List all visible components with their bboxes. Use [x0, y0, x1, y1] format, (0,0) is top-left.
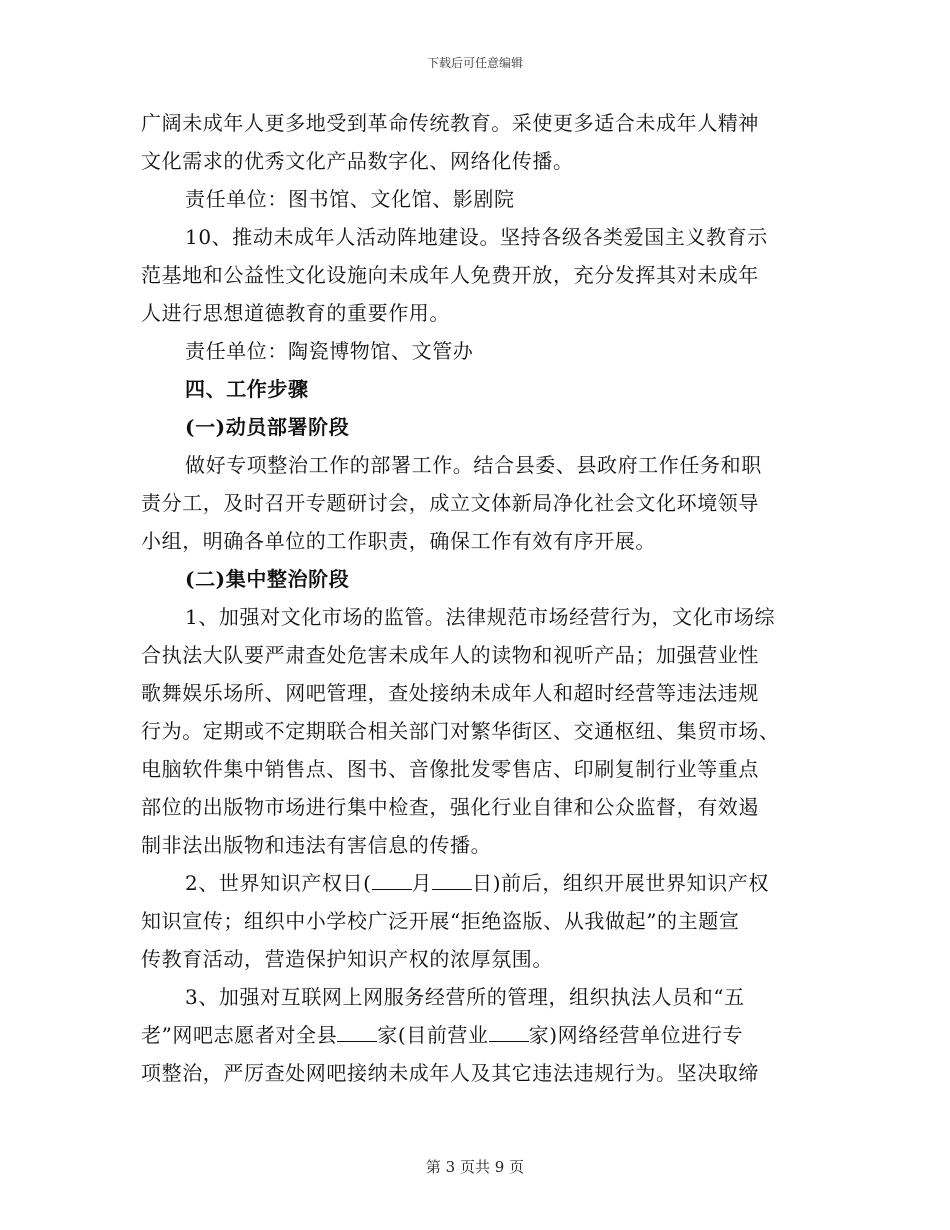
document-body [141, 104, 809, 1092]
paragraph-line: 3、加强对互联网上网服务经营所的管理，组织执法人员和“五 [185, 985, 745, 1009]
paragraph-line: 小组，明确各单位的工作职责，确保工作有效有序开展。 [141, 529, 656, 553]
line-segment: 家(目前营业 [377, 1023, 489, 1047]
paragraph-line: 人进行思想道德教育的重要作用。 [141, 301, 450, 325]
line-segment: 日)前后，组织开展世界知识产权 [472, 871, 769, 895]
page-footer: 第 3 页共 9 页 [425, 1158, 525, 1176]
subsection-heading: (二)集中整治阶段 [185, 567, 350, 591]
subsection-heading: (一)动员部署阶段 [185, 415, 350, 439]
paragraph-line: 责分工，及时召开专题研讨会，成立文体新局净化社会文化环境领导 [141, 491, 759, 515]
blank-underline [337, 1025, 377, 1042]
paragraph-line: 广阔未成年人更多地受到革命传统教育。采使更多适合未成年人精神 [141, 111, 759, 135]
paragraph-line: 做好专项整治工作的部署工作。结合县委、县政府工作任务和职 [185, 453, 762, 477]
line-segment: 家)网络经营单位进行专 [528, 1023, 744, 1047]
paragraph-line: 1、加强对文化市场的监管。法律规范市场经营行为，文化市场综 [185, 605, 776, 629]
paragraph-line [141, 1016, 809, 1054]
paragraph-line: 10、推动未成年人活动阵地建设。坚持各级各类爱国主义教育示 [185, 225, 768, 249]
line-segment: 老”网吧志愿者对全县 [141, 1023, 338, 1047]
paragraph-line: 合执法大队要严肃查处危害未成年人的读物和视听产品；加强营业性 [141, 643, 759, 667]
paragraph-line: 知识宣传；组织中小学校广泛开展“拒绝盗版、从我做起”的主题宣 [141, 909, 740, 933]
paragraph-line: 文化需求的优秀文化产品数字化、网络化传播。 [141, 149, 574, 173]
paragraph-line: 传教育活动，营造保护知识产权的浓厚氛围。 [141, 947, 553, 971]
paragraph-line: 项整治，严厉查处网吧接纳未成年人及其它违法违规行为。坚决取缔 [141, 1061, 759, 1085]
blank-underline [372, 873, 412, 890]
section-heading: 四、工作步骤 [185, 377, 309, 401]
paragraph-line: 责任单位：陶瓷博物馆、文管办 [185, 339, 474, 363]
page-header: 下载后可任意编辑 [426, 56, 523, 70]
paragraph-line [141, 864, 809, 902]
paragraph-line: 电脑软件集中销售点、图书、音像批发零售店、印刷复制行业等重点 [141, 757, 759, 781]
paragraph-line: 部位的出版物市场进行集中检查，强化行业自律和公众监督，有效遏 [141, 795, 759, 819]
blank-underline [489, 1025, 529, 1042]
paragraph-line: 行为。定期或不定期联合相关部门对繁华街区、交通枢纽、集贸市场、 [141, 719, 780, 743]
paragraph-line: 责任单位：图书馆、文化馆、影剧院 [185, 187, 515, 211]
paragraph-line: 制非法出版物和违法有害信息的传播。 [141, 833, 492, 857]
paragraph-line: 歌舞娱乐场所、网吧管理，查处接纳未成年人和超时经营等违法违规 [141, 681, 759, 705]
line-segment: 月 [411, 871, 433, 895]
line-segment: 2、世界知识产权日( [185, 871, 372, 895]
blank-underline [432, 873, 472, 890]
paragraph-line: 范基地和公益性文化设施向未成年人免费开放，充分发挥其对未成年 [141, 263, 759, 287]
